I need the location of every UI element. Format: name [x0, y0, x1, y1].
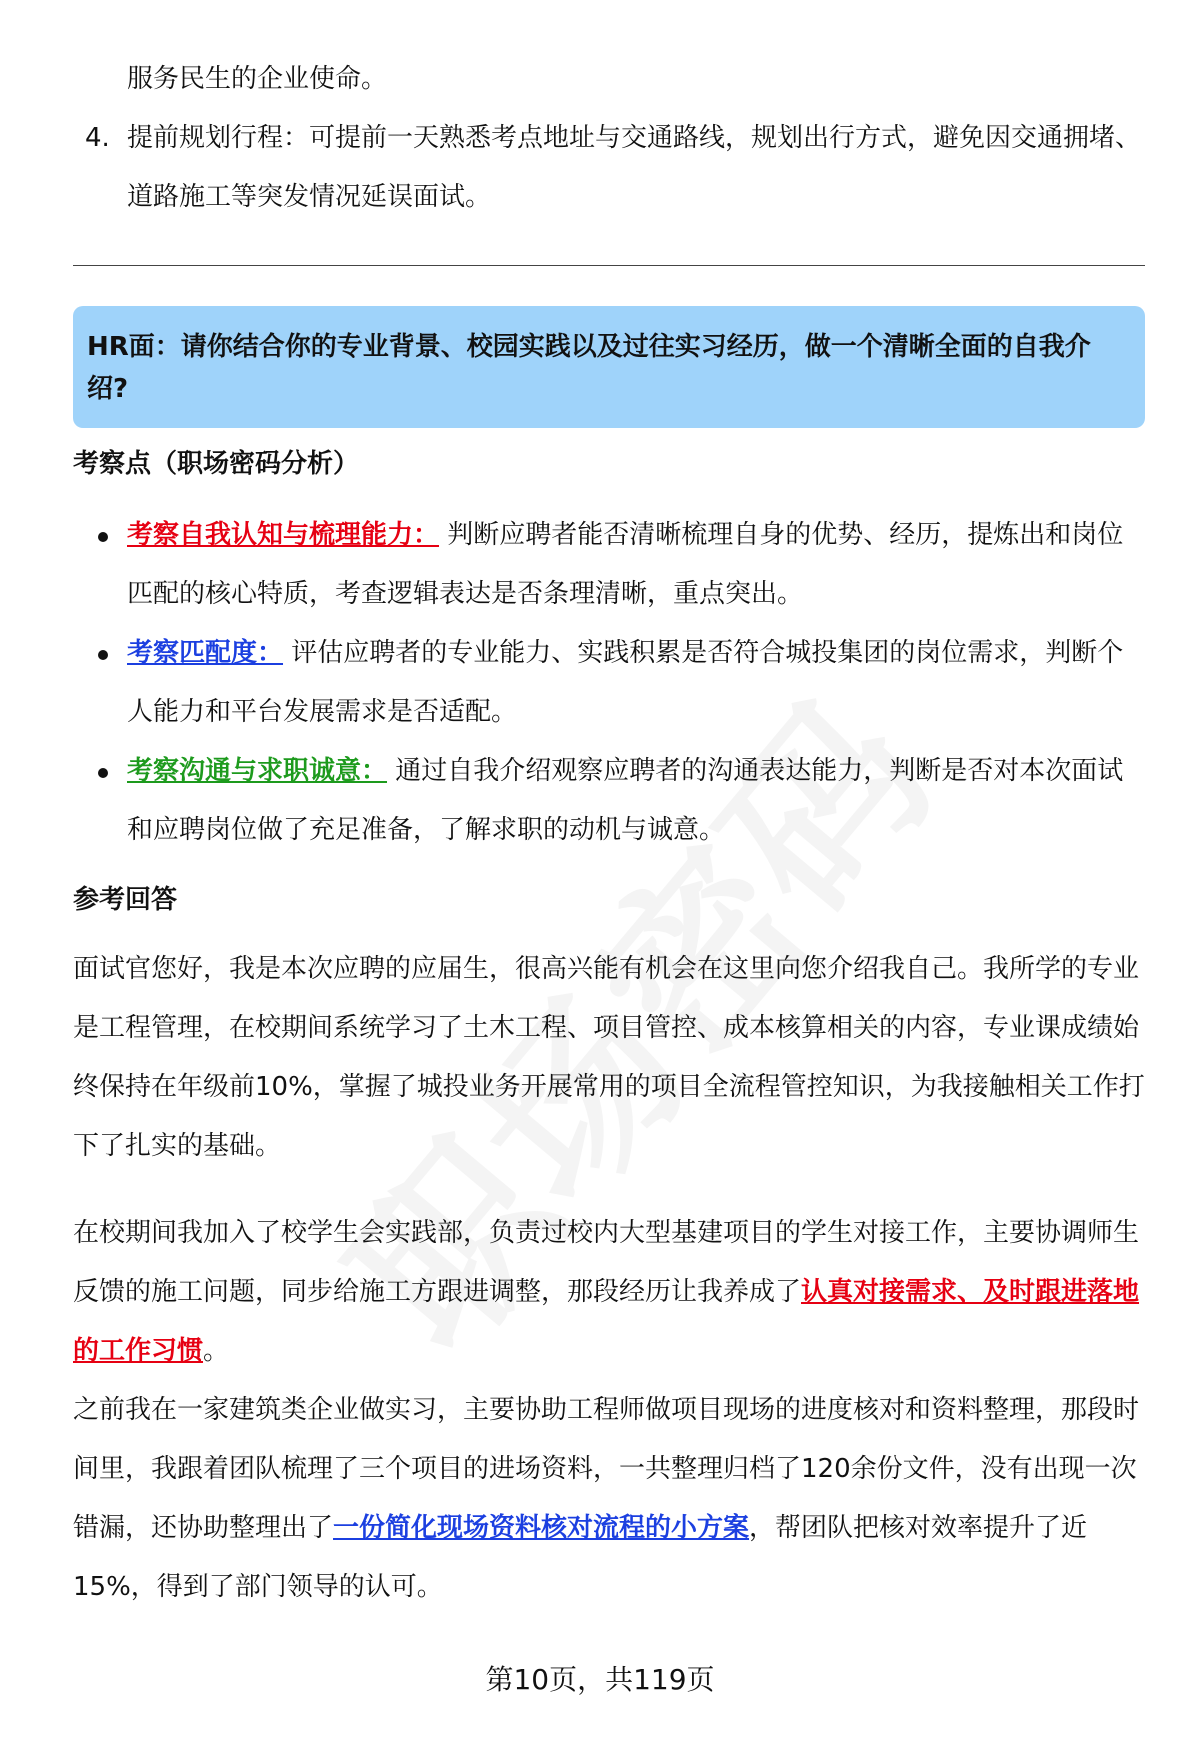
- bullet-text: 评估应聘者的专业能力、实践积累是否符合城投集团的岗位需求，判断个人能力和平台发展需求是否适配。: [127, 638, 1124, 727]
- bullet-keyword: 考察匹配度：: [127, 638, 284, 668]
- bullet-item: [73, 506, 1145, 624]
- page-number: 第10页，共119页: [485, 1663, 715, 1696]
- points-heading: 考察点（职场密码分析）: [73, 449, 360, 479]
- bullet-text: 通过自我介绍观察应聘者的沟通表达能力，判断是否对本次面试和应聘岗位做了充足准备，了解求职的动机与诚意。: [127, 756, 1124, 845]
- question-box: HR面：请你结合你的专业背景、校园实践以及过往实习经历，做一个清晰全面的自我介绍?: [73, 306, 1145, 428]
- highlight-blue: 一份简化现场资料核对流程的小方案: [333, 1513, 750, 1543]
- answer-paragraph-1: 面试官您好，我是本次应聘的应届生，很高兴能有机会在这里向您介绍我自己。我所学的专业是工程管理，在校期间系统学习了土木工程、项目管控、成本核算相关的内容，专业课成绩始终保持在年级前10%，掌握了城投业务开展常用的项目全流程管控知识，为我接触相关工作打下了扎实的基础。: [73, 954, 1145, 1161]
- document-page: [73, 0, 1145, 1617]
- bullet-icon: [98, 532, 108, 542]
- answer-heading: 参考回答: [73, 885, 178, 915]
- bullet-item: [73, 624, 1145, 742]
- list-number: 4.: [85, 123, 110, 153]
- paragraph-text: 在校期间我加入了校学生会实践部，负责过校内大型基建项目的学生对接工作，主要协调师生反馈的施工问题，同步给施工方跟进调整，那段经历让我养成了: [73, 1218, 1140, 1307]
- bullet-icon: [98, 650, 108, 660]
- bullet-keyword: 考察自我认知与梳理能力：: [127, 520, 440, 550]
- paragraph-text: 之前我在一家建筑类企业做实习，主要协助工程师做项目现场的进度核对和资料整理，那段时间里，我跟着团队梳理了三个项目的进场资料，一共整理归档了120余份文件，没有出现一次错漏，还协助整理出了: [73, 1395, 1140, 1543]
- paragraph-text: ，帮团队把核对效率提升了近15%，得到了部门领导的认可。: [73, 1513, 1088, 1602]
- paragraph-text: 。: [203, 1336, 230, 1366]
- list-text: 提前规划行程：可提前一天熟悉考点地址与交通路线，规划出行方式，避免因交通拥堵、道路施工等突发情况延误面试。: [127, 123, 1142, 212]
- answer-paragraph-2: [73, 1204, 1145, 1381]
- bullet-icon: [98, 768, 108, 778]
- list-continuation: 服务民生的企业使命。: [127, 64, 388, 94]
- answer-paragraph-3: [73, 1381, 1145, 1617]
- highlight-red: 认真对接需求、及时跟进落地的工作习惯: [73, 1277, 1140, 1366]
- bullet-item: [73, 742, 1145, 860]
- bullet-keyword: 考察沟通与求职诚意：: [127, 756, 388, 786]
- list-item-4: [73, 109, 1145, 227]
- bullet-text: 判断应聘者能否清晰梳理自身的优势、经历，提炼出和岗位匹配的核心特质，考查逻辑表达是否条理清晰，重点突出。: [127, 520, 1124, 609]
